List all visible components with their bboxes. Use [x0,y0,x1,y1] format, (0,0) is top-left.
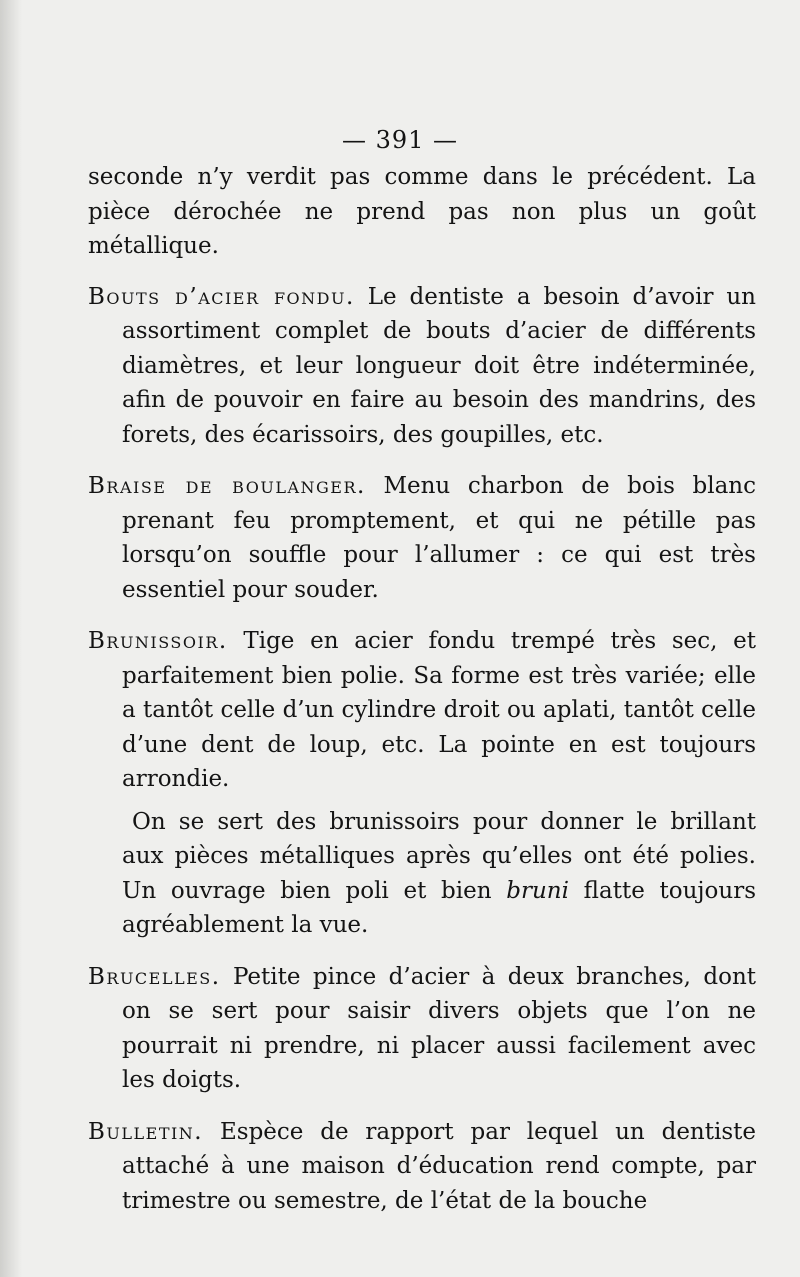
entry-body: Menu charbon de bois blanc prenant feu promptement, et qui ne pétille pas lorsqu’on souffle pour l’allumer : ce qui est très essentiel pour souder. [122,473,756,603]
entry-bulletin [88,1115,756,1219]
page-number: — 391 — [341,126,459,154]
entry-body: Espèce de rapport par lequel un dentiste attaché à une maison d’éducation rend compte, par trimestre ou semestre, de l’état de la bouche [122,1118,757,1214]
entry-brunissoir [88,624,756,797]
entry-head: Bouts d’acier fondu. [88,283,355,310]
entry-bouts-d-acier-fondu [88,280,756,453]
entry-body: Petite pince d’acier à deux branches, dont on se sert pour saisir divers objets que l’on ne pourrait ni prendre, ni placer aussi facilement avec les doigts. [122,963,756,1093]
brunissoir-usage-paragraph [88,805,756,943]
entry-head: Bulletin. [88,1118,204,1145]
entry-body: Tige en acier fondu trempé très sec, et parfaitement bien polie. Sa forme est très variée; elle a tantôt celle d’un cylindre droit ou aplati, tantôt celle d’une dent de loup, etc. La pointe en est toujours arrondie. [122,628,756,792]
text-block [88,160,756,1235]
entry-head: Brucelles. [88,963,221,990]
entry-brucelles [88,960,756,1098]
entry-head: Braise de boulanger. [88,473,366,499]
italic-term: bruni [506,877,569,904]
entry-head: Brunissoir. [88,628,228,654]
entry-body: Le dentiste a besoin d’avoir un assortiment complet de bouts d’acier de différents diamètres, et leur longueur doit être indéterminée, afin de pouvoir en faire au besoin des mandrins, des forets, des écarissoirs, des goupilles, etc. [122,283,756,448]
continuation-paragraph: seconde n’y verdit pas comme dans le précédent. La pièce dérochée ne prend pas non plus un goût métallique. [88,164,756,259]
entry-braise-de-boulanger [88,469,756,607]
usage-text-end: flatte toujours agréablement la vue. [122,877,756,938]
usage-text-start: On se sert des brunissoirs pour donner le brillant aux pièces métalliques après qu’elles ont été polies. Un ouvrage bien poli et bien [122,808,756,904]
